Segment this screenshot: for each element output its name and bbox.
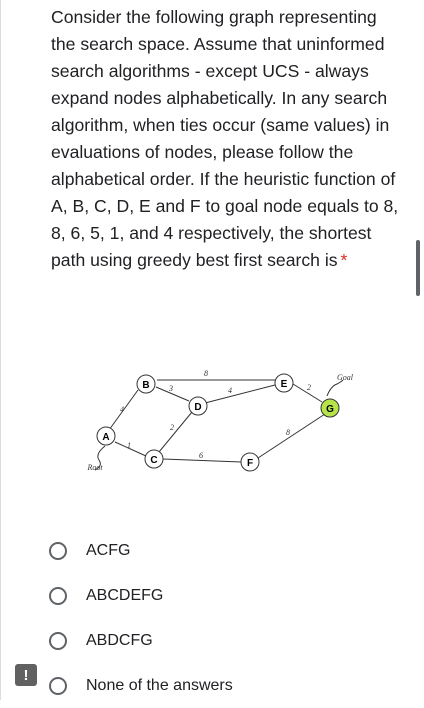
option-label: None of the answers <box>86 676 233 694</box>
option-label: ABCDEFG <box>86 586 164 604</box>
required-asterisk: * <box>340 250 348 270</box>
weight-b-d: 3 <box>169 384 173 393</box>
root-label: Root <box>87 463 103 472</box>
weight-a-c: 1 <box>127 441 131 450</box>
weight-c-d: 2 <box>170 423 174 432</box>
goal-label: Goal <box>337 373 353 382</box>
exclamation-badge-icon: ! <box>15 664 37 686</box>
node-a-label: A <box>102 432 110 443</box>
weight-a-b: 4 <box>120 405 124 414</box>
answer-options <box>49 528 369 708</box>
edge-c-d <box>159 412 192 452</box>
node-g-label: G <box>326 404 334 415</box>
node-b-label: B <box>142 380 150 391</box>
edge-d-e <box>205 385 275 403</box>
radio-button[interactable] <box>49 677 67 695</box>
option-label: ABDCFG <box>86 631 153 649</box>
weight-c-f: 6 <box>199 451 203 460</box>
option-abdcfg[interactable] <box>49 618 369 663</box>
radio-button[interactable] <box>49 632 67 650</box>
edge-f-g <box>258 414 325 458</box>
scrollbar-thumb[interactable] <box>416 240 420 296</box>
question-text: Consider the following graph representing the search space. Assume that uninformed search algorithms - except UCS - always expand nodes alphabetically. In any search algorithm, when ties occur (same values) in evaluations of nodes, please follow the alphabetical order. If the heuristic function of A, B, C, D, E and F to goal node equals to 8, 8, 6, 5, 1, and 4 respectively, the shortest path using greedy best first search is <box>51 7 399 270</box>
weight-f-g: 8 <box>286 428 290 437</box>
option-label: ACFG <box>86 541 131 559</box>
node-f-label: F <box>246 458 254 469</box>
question-text-block <box>51 4 401 274</box>
radio-button[interactable] <box>49 542 67 560</box>
node-d-label: D <box>194 402 202 413</box>
weight-b-e: 8 <box>204 369 208 378</box>
node-e-label: E <box>280 379 288 390</box>
node-c-label: C <box>150 455 158 466</box>
weight-d-e: 4 <box>228 386 232 395</box>
option-acfg[interactable] <box>49 528 369 573</box>
search-graph-diagram <box>75 358 375 488</box>
radio-button[interactable] <box>49 587 67 605</box>
goal-pointer <box>327 380 343 396</box>
weight-e-g: 2 <box>307 383 311 392</box>
option-none-of-the-answers[interactable] <box>49 663 369 708</box>
option-abcdefg[interactable] <box>49 573 369 618</box>
